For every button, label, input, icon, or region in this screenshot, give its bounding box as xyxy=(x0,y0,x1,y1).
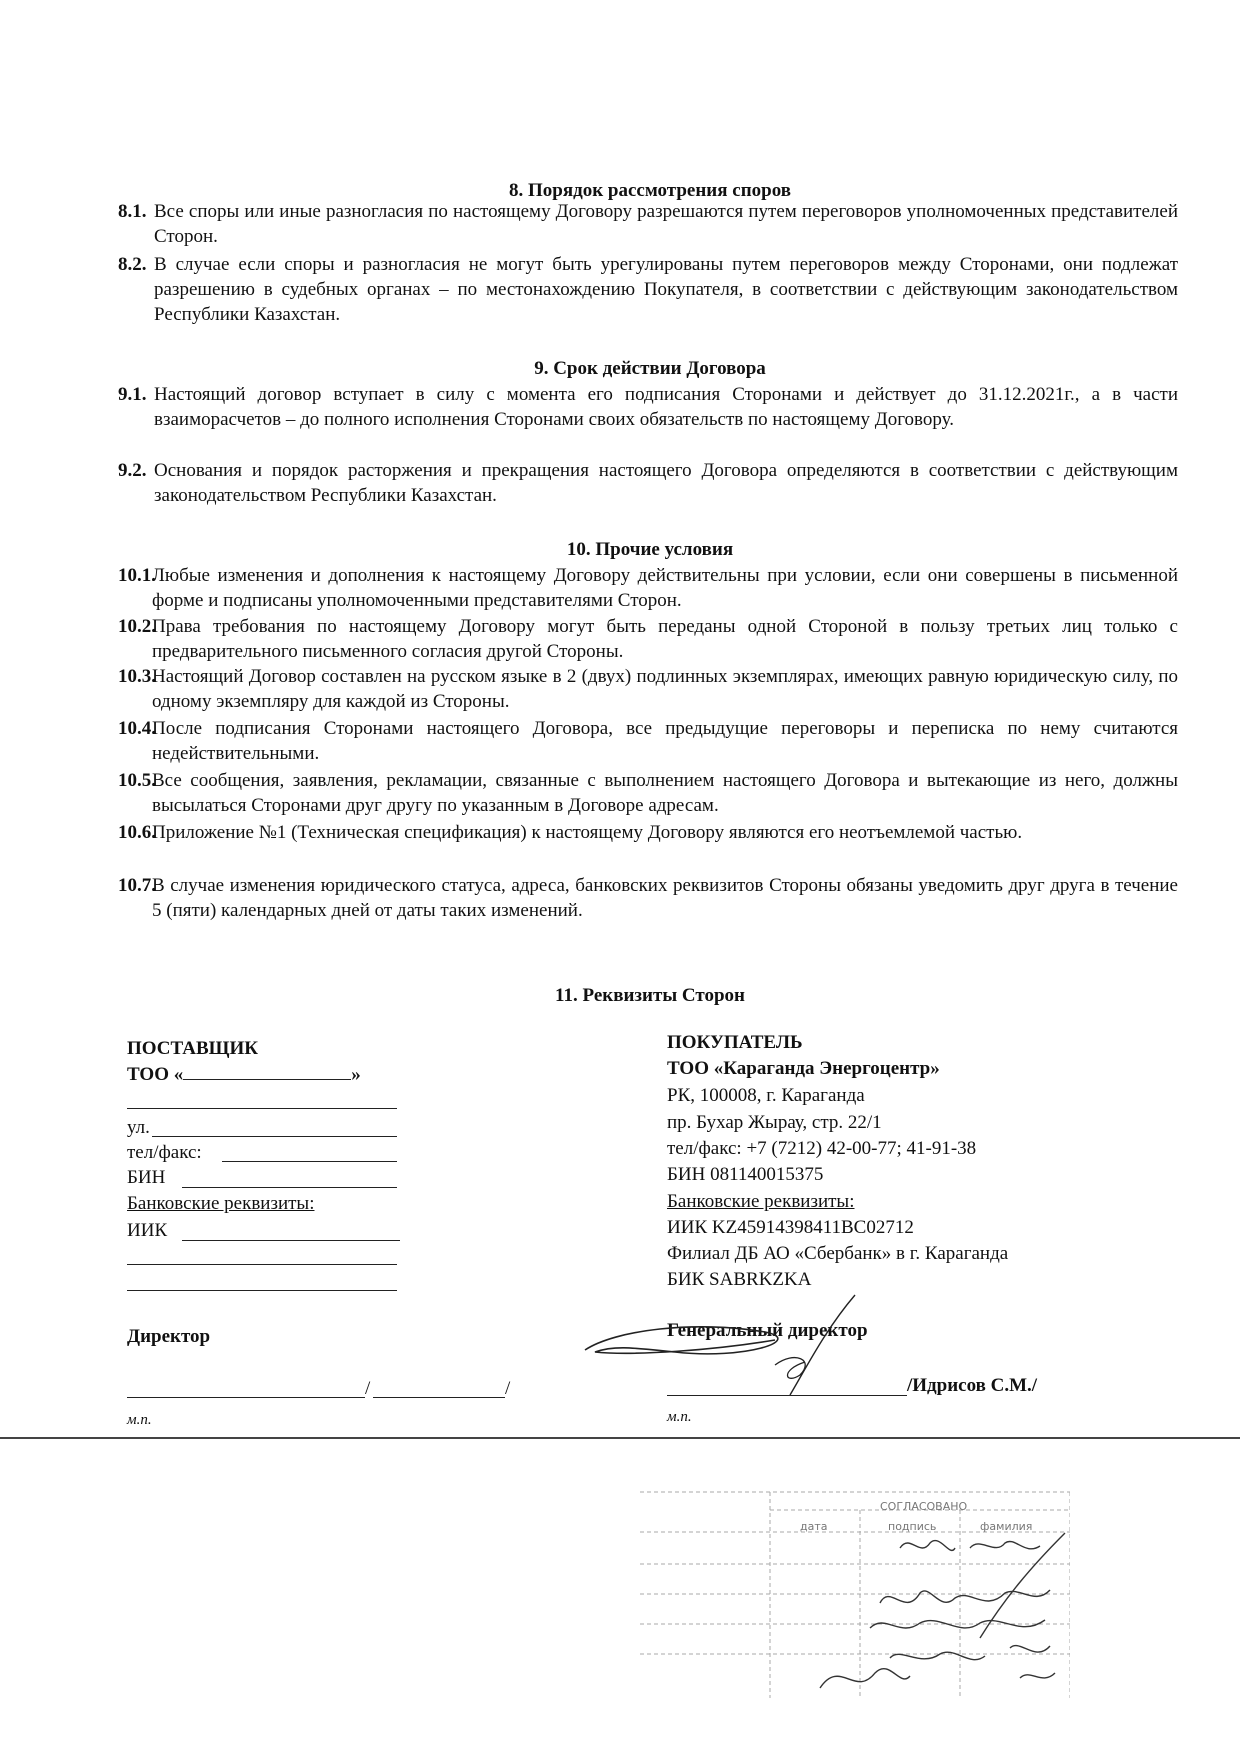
clause-10-3 xyxy=(118,664,1178,714)
clause-8-2 xyxy=(118,252,1178,327)
supplier-bank-heading: Банковские реквизиты: xyxy=(127,1193,315,1214)
buyer-position: Генеральный директор xyxy=(667,1320,868,1341)
supplier-bin-line xyxy=(182,1187,397,1188)
supplier-too-suffix: » xyxy=(351,1064,361,1085)
clause-number: 10.7. xyxy=(118,875,156,896)
supplier-phone-line xyxy=(222,1161,397,1162)
buyer-bank: Филиал ДБ АО «Сбербанк» в г. Караганда xyxy=(667,1243,1009,1264)
supplier-iik: ИИК xyxy=(127,1220,168,1241)
clause-text: Настоящий договор вступает в силу с момента его подписания Сторонами и действует до 31.12.2021г., а в части взаиморасчетов – до полного исполнения Сторонами своих обязательств по настоящему Договору. xyxy=(154,384,1178,430)
section-11-title: 11. Реквизиты Сторон xyxy=(555,985,745,1006)
clause-number: 8.1. xyxy=(118,201,147,222)
clause-text: Приложение №1 (Техническая спецификация) к настоящему Договору являются его неотъемлемой частью. xyxy=(152,822,1023,843)
section-8-title: 8. Порядок рассмотрения споров xyxy=(508,180,792,201)
clause-number: 10.6. xyxy=(118,822,156,843)
buyer-phone: тел/факс: +7 (7212) 42-00-77; 41-91-38 xyxy=(667,1138,977,1159)
director-signature-image xyxy=(575,1290,895,1400)
stamp-title: СОГЛАСОВАНО xyxy=(880,1500,968,1513)
section-9-title: 9. Срок действии Договора xyxy=(534,358,766,379)
supplier-sign-line-2 xyxy=(373,1397,505,1398)
supplier-heading: ПОСТАВЩИК xyxy=(127,1038,259,1059)
supplier-bin: БИН xyxy=(127,1167,166,1188)
supplier-company-line xyxy=(127,1062,361,1088)
buyer-iik: ИИК KZ45914398411BC02712 xyxy=(667,1217,914,1238)
supplier-too-prefix: ТОО « xyxy=(127,1064,184,1085)
buyer-address-2: пр. Бухар Жырау, стр. 22/1 xyxy=(667,1112,882,1133)
clause-text: В случае изменения юридического статуса, адреса, банковских реквизитов Стороны обязаны уведомить друг друга в течение 5 (пяти) календарных дней от даты таких изменений. xyxy=(152,875,1178,921)
buyer-bik: БИК SABRKZKA xyxy=(667,1269,812,1290)
clause-text: Любые изменения и дополнения к настоящему Договору действительны при условии, если они совершены в письменной форме и подписаны уполномоченными представителями Сторон. xyxy=(152,565,1178,611)
clause-number: 10.3. xyxy=(118,666,156,687)
approval-stamp xyxy=(640,1488,1070,1698)
supplier-street: ул. xyxy=(127,1117,150,1138)
buyer-signer: /Идрисов С.М./ xyxy=(907,1375,1038,1396)
clause-9-1 xyxy=(118,382,1178,432)
clause-number: 10.2. xyxy=(118,616,156,637)
buyer-stamp-place: м.п. xyxy=(667,1409,692,1425)
clause-text: После подписания Сторонами настоящего Договора, все предыдущие переговоры и переписка по нему считаются недействительными. xyxy=(152,718,1178,764)
clause-10-2 xyxy=(118,614,1178,664)
clause-number: 10.4. xyxy=(118,718,156,739)
clause-number: 8.2. xyxy=(118,254,147,275)
clause-number: 9.1. xyxy=(118,384,147,405)
supplier-iik-line xyxy=(182,1240,400,1241)
supplier-company-blank xyxy=(183,1078,351,1080)
supplier-sign-sep-1: / xyxy=(365,1378,371,1399)
clause-text: Основания и порядок расторжения и прекращения настоящего Договора определяются в соответствии с действующим законодательством Республики Казахстан. xyxy=(154,460,1178,506)
supplier-phone: тел/факс: xyxy=(127,1142,202,1163)
buyer-company: ТОО «Караганда Энергоцентр» xyxy=(667,1058,940,1079)
clause-text: Настоящий Договор составлен на русском языке в 2 (двух) подлинных экземплярах, имеющих равную юридическую силу, по одному экземпляру для каждой из Стороны. xyxy=(152,666,1178,712)
supplier-sign-sep-2: / xyxy=(505,1378,511,1399)
clause-10-6 xyxy=(118,820,1178,845)
buyer-bank-heading: Банковские реквизиты: xyxy=(667,1191,855,1212)
buyer-address-1: РК, 100008, г. Караганда xyxy=(667,1085,865,1106)
clause-10-4 xyxy=(118,716,1178,766)
clause-text: Права требования по настоящему Договору могут быть переданы одной Стороной в пользу третьих лиц только с предварительного письменного согласия другой Стороны. xyxy=(152,616,1178,662)
supplier-bank-line-1 xyxy=(127,1264,397,1265)
clause-text: В случае если споры и разногласия не могут быть урегулированы путем переговоров между Сторонами, они подлежат разрешению в судебных органах – по местонахождению Покупателя, в соответствии с действующим законодательством Республики Казахстан. xyxy=(154,254,1178,325)
clause-10-7 xyxy=(118,873,1178,923)
clause-10-1 xyxy=(118,563,1178,613)
page-bottom-rule xyxy=(0,1437,1240,1439)
clause-number: 9.2. xyxy=(118,460,147,481)
clause-9-2 xyxy=(118,458,1178,508)
stamp-col-sign: подпись xyxy=(888,1520,937,1533)
buyer-bin: БИН 081140015375 xyxy=(667,1164,824,1185)
clause-number: 10.5. xyxy=(118,770,156,791)
clause-text: Все споры или иные разногласия по настоящему Договору разрешаются путем переговоров уполномоченных представителей Сторон. xyxy=(154,201,1178,247)
supplier-stamp-place: м.п. xyxy=(127,1412,152,1428)
buyer-heading: ПОКУПАТЕЛЬ xyxy=(667,1032,803,1053)
clause-10-5 xyxy=(118,768,1178,818)
section-10-title: 10. Прочие условия xyxy=(566,539,734,560)
supplier-director: Директор xyxy=(127,1326,211,1347)
stamp-col-date: дата xyxy=(800,1520,828,1533)
stamp-col-name: фамилия xyxy=(980,1520,1033,1533)
clause-8-1 xyxy=(118,199,1178,249)
supplier-bank-line-2 xyxy=(127,1290,397,1291)
clause-text: Все сообщения, заявления, рекламации, связанные с выполнением настоящего Договора и вытекающие из него, должны высылаться Сторонами друг другу по указанным в Договоре адресам. xyxy=(152,770,1178,816)
supplier-sign-line-1 xyxy=(127,1397,365,1398)
clause-number: 10.1. xyxy=(118,565,156,586)
supplier-street-line xyxy=(152,1136,397,1137)
supplier-blank-line xyxy=(127,1108,397,1109)
stamp-signatures-image xyxy=(780,1528,1070,1698)
